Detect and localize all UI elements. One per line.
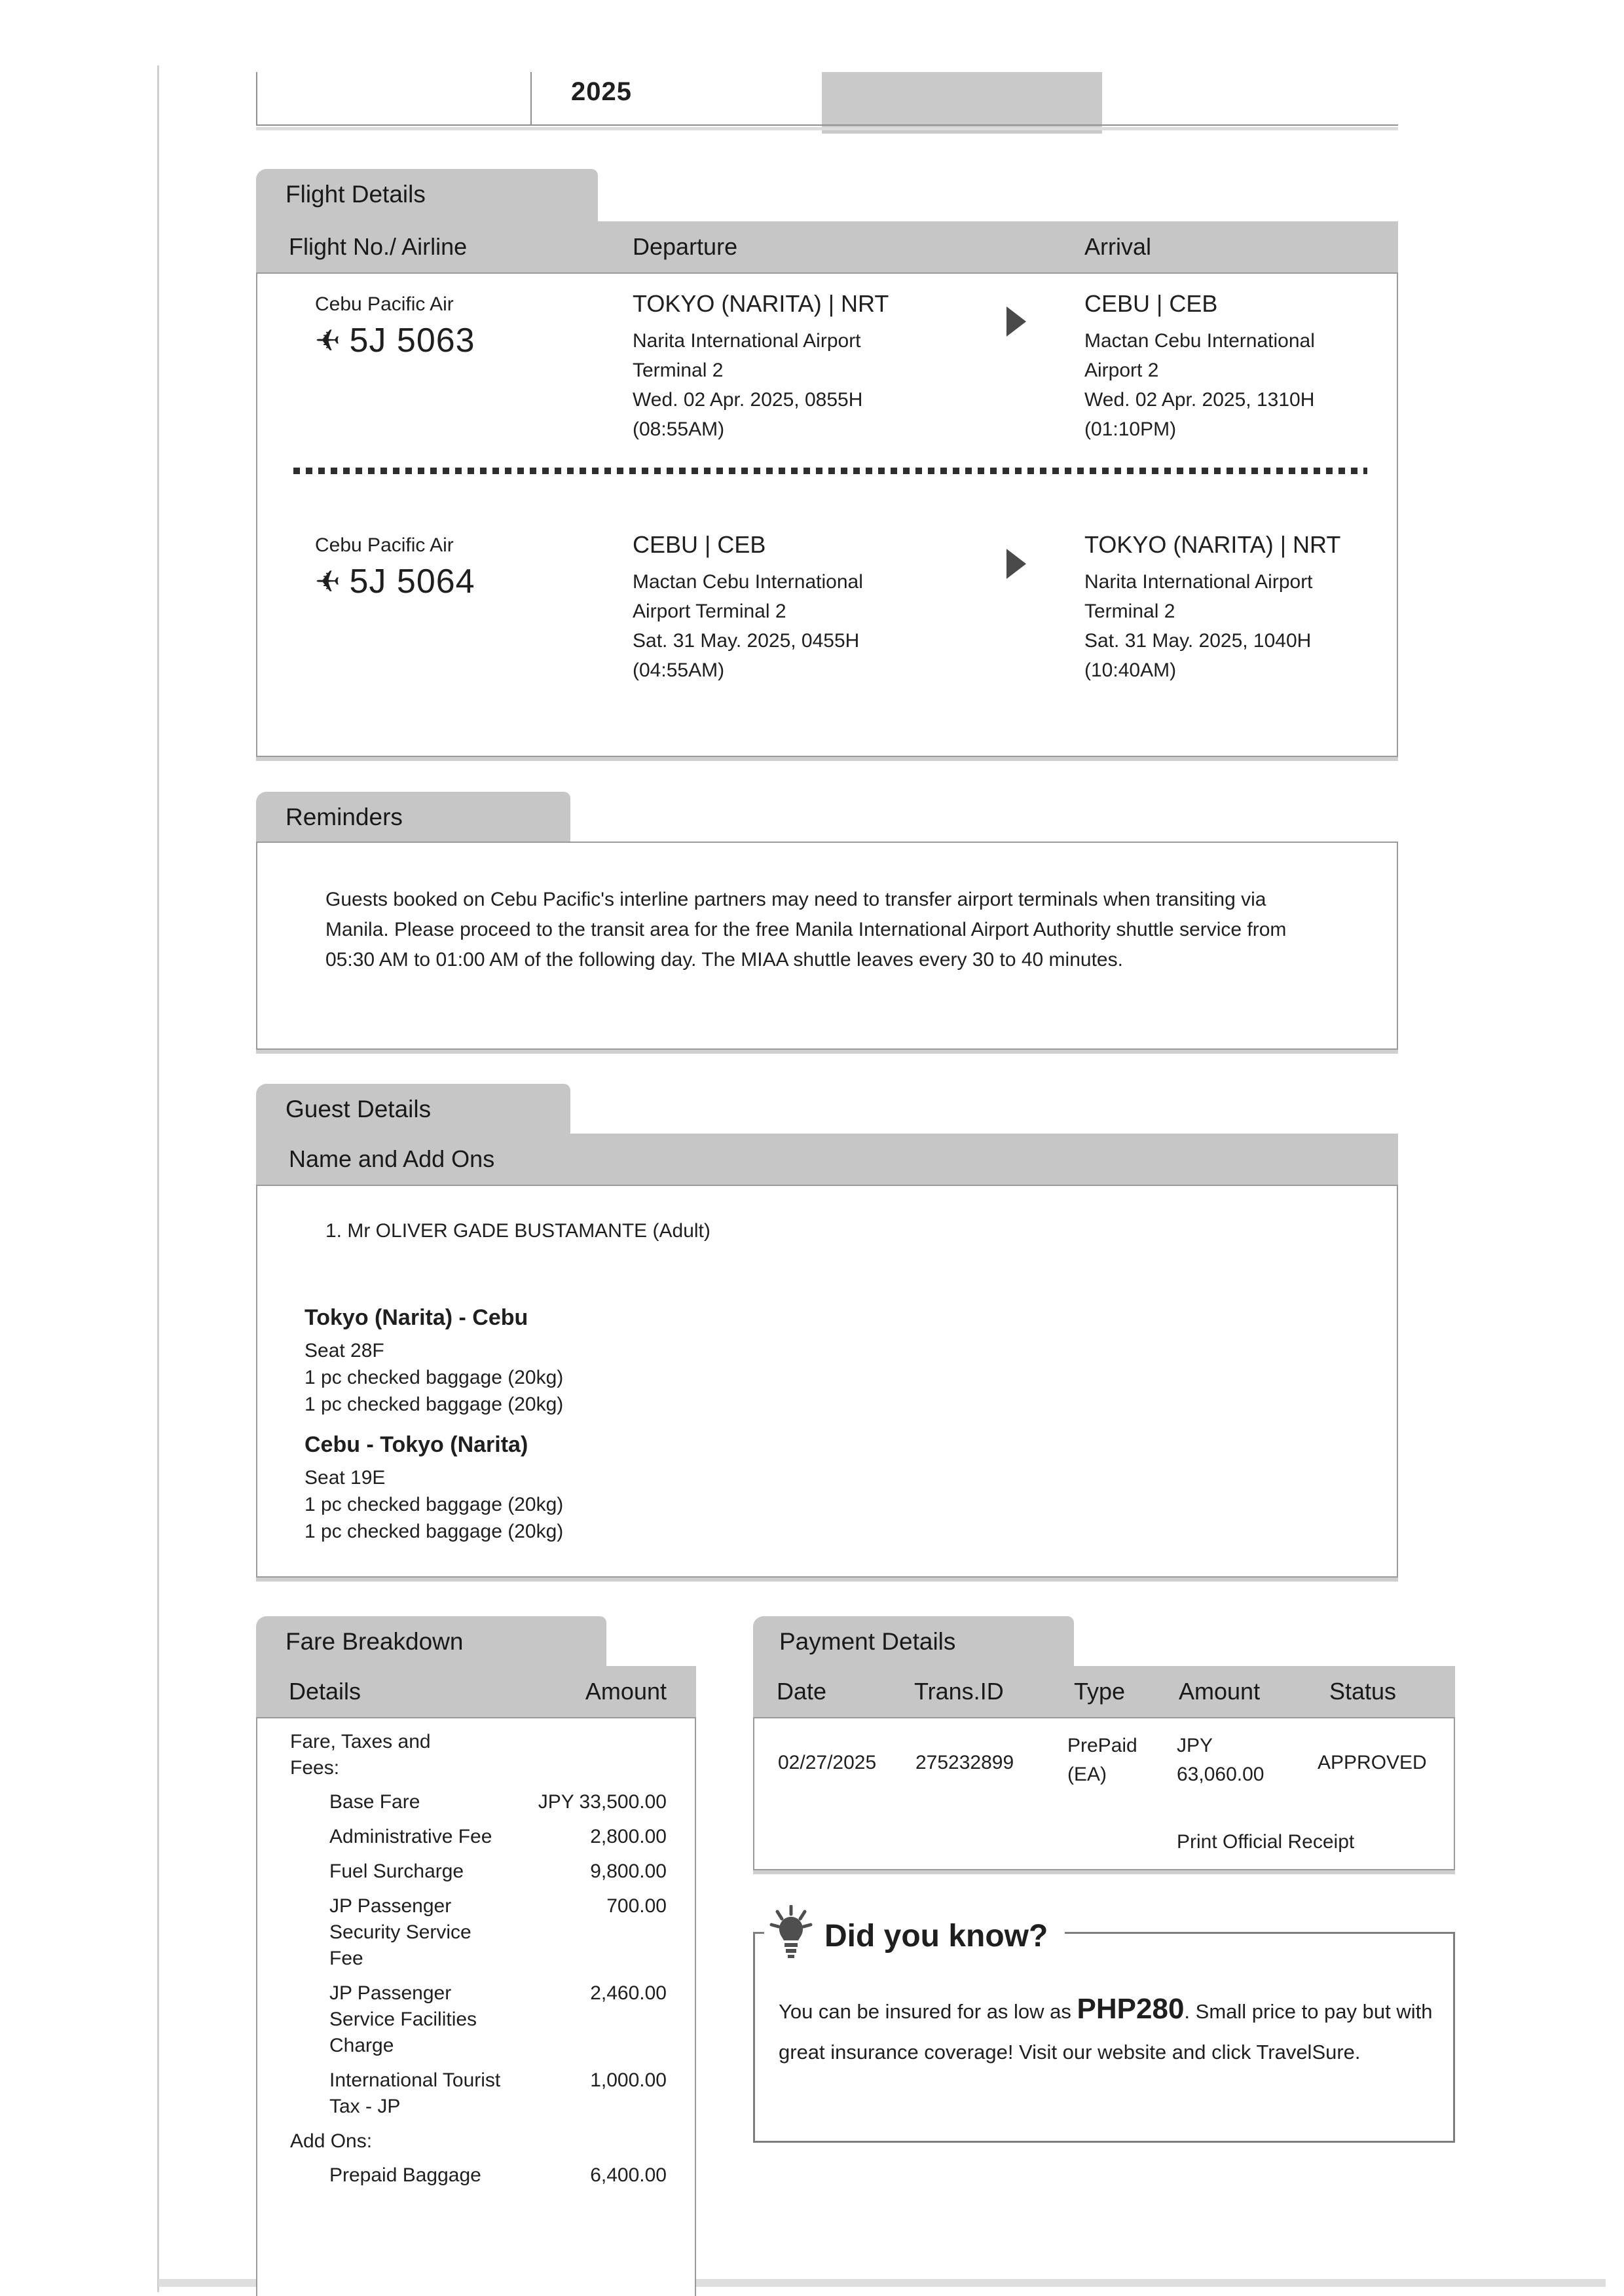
dotted-separator xyxy=(293,468,1367,474)
segment-item: 1 pc checked baggage (20kg) xyxy=(304,1394,564,1415)
col-date: Date xyxy=(777,1678,827,1705)
did-you-know-text xyxy=(779,1989,1437,2073)
arrival-line: Mactan Cebu International xyxy=(1084,330,1315,352)
did-you-know-title: Did you know? xyxy=(824,1919,1048,1953)
fare-row xyxy=(290,1980,667,2059)
table-shadow xyxy=(256,127,1398,130)
departure-line: Terminal 2 xyxy=(633,360,724,381)
airplane-icon: ✈ xyxy=(315,564,341,599)
did-you-know-legend xyxy=(764,1905,1065,1967)
lightbulb-icon xyxy=(769,1905,813,1967)
payment-details-tab xyxy=(753,1616,1074,1666)
arrival-line: (10:40AM) xyxy=(1084,659,1177,681)
segment-item: Seat 19E xyxy=(304,1467,386,1489)
departure-line: (08:55AM) xyxy=(633,418,725,440)
did-you-know-box xyxy=(753,1919,1455,2143)
arrival-city: TOKYO (NARITA) | NRT xyxy=(1084,531,1341,558)
col-flight-no-airline: Flight No./ Airline xyxy=(289,233,468,260)
departure-line: Narita International Airport xyxy=(633,330,861,352)
flight-number: 5J 5063 xyxy=(349,322,475,360)
guest-details-tab xyxy=(256,1084,570,1134)
fare-label: JP Passenger Security Service Fee xyxy=(329,1895,471,1969)
reminders-tab xyxy=(256,792,570,842)
fare-breakdown-tab xyxy=(256,1616,606,1666)
fare-row xyxy=(290,1789,667,1815)
col-status: Status xyxy=(1329,1678,1397,1705)
arrival-city: CEBU | CEB xyxy=(1084,290,1218,317)
departure-line: Wed. 02 Apr. 2025, 0855H xyxy=(633,389,863,411)
name-addons-bar xyxy=(256,1134,1398,1185)
fare-row xyxy=(290,1859,667,1885)
segment-item: 1 pc checked baggage (20kg) xyxy=(304,1521,564,1542)
arrival-cell xyxy=(1084,530,1346,685)
flight-number: 5J 5064 xyxy=(349,563,475,601)
fare-label: Prepaid Baggage xyxy=(329,2164,481,2186)
fare-group-heading: Add Ons: xyxy=(290,2130,373,2152)
flight-details-tab-label: Flight Details xyxy=(286,181,426,208)
segment-route: Tokyo (Narita) - Cebu xyxy=(304,1305,528,1330)
airplane-icon: ✈ xyxy=(315,323,341,358)
fare-group-heading: Fare, Taxes and Fees: xyxy=(290,1731,431,1779)
payment-table-header xyxy=(753,1666,1455,1717)
guest-details-tab-label: Guest Details xyxy=(286,1096,432,1122)
year-cell: 2025 xyxy=(571,77,632,106)
arrival-cell xyxy=(1084,289,1359,444)
flight-table-body xyxy=(256,272,1398,757)
table-border xyxy=(256,72,257,126)
payment-status: APPROVED xyxy=(1318,1752,1427,1773)
segment-item: 1 pc checked baggage (20kg) xyxy=(304,1494,564,1515)
insurance-text-before: You can be insured for as low as xyxy=(779,2000,1077,2023)
fare-breakdown-tab-label: Fare Breakdown xyxy=(286,1628,464,1655)
col-trans-id: Trans.ID xyxy=(914,1678,1004,1705)
arrow-right-icon xyxy=(1005,305,1027,338)
reminders-tab-label: Reminders xyxy=(286,804,403,830)
insurance-price: PHP280 xyxy=(1077,1993,1185,2025)
airline-name: Cebu Pacific Air xyxy=(315,534,454,556)
segment-item: Seat 28F xyxy=(304,1340,384,1361)
fare-amount: 2,800.00 xyxy=(590,1826,667,1847)
arrival-line: Terminal 2 xyxy=(1084,601,1175,622)
insurance-text-after: . Small price to pay but with great insurance coverage! Visit our website and click TravelSure. xyxy=(779,2000,1433,2064)
col-departure: Departure xyxy=(633,233,738,260)
arrival-line: Sat. 31 May. 2025, 1040H xyxy=(1084,630,1312,652)
flight-details-tab xyxy=(256,169,598,221)
fare-table-body xyxy=(256,1717,696,2296)
flight-table-header xyxy=(256,221,1398,272)
print-official-receipt-link[interactable]: Print Official Receipt xyxy=(1177,1831,1355,1853)
fare-row xyxy=(290,1824,667,1850)
page-left-edge xyxy=(157,65,159,2292)
departure-line: Mactan Cebu International xyxy=(633,571,863,593)
passenger-name: 1. Mr OLIVER GADE BUSTAMANTE (Adult) xyxy=(325,1220,710,1242)
arrival-line: Narita International Airport xyxy=(1084,571,1313,593)
segment-item: 1 pc checked baggage (20kg) xyxy=(304,1367,564,1388)
reminders-text: Guests booked on Cebu Pacific's interline partners may need to transfer airport terminals when transiting via Manila. Please proceed to the transit area for the free Manila International Airport Authority shuttle service from 05:30 AM to 01:00 AM of the following day. The MIAA shuttle leaves every 30 to 40 minutes. xyxy=(325,889,1287,971)
payment-table-body xyxy=(753,1717,1455,1870)
fare-amount: 700.00 xyxy=(606,1895,667,1917)
col-amount: Amount xyxy=(585,1678,667,1705)
arrival-line: Wed. 02 Apr. 2025, 1310H xyxy=(1084,389,1315,411)
fare-amount: 2,460.00 xyxy=(590,1982,667,2004)
table-border xyxy=(530,72,532,126)
segment-addons xyxy=(304,1305,563,1418)
fare-row xyxy=(290,1893,667,1972)
fare-row xyxy=(290,2162,667,2189)
reminders-panel xyxy=(256,842,1398,1050)
col-pay-amount: Amount xyxy=(1179,1678,1261,1705)
payment-details-tab-label: Payment Details xyxy=(779,1628,956,1655)
fare-amount: 9,800.00 xyxy=(590,1861,667,1882)
fare-row xyxy=(290,2067,667,2120)
fare-amount: JPY 33,500.00 xyxy=(538,1791,667,1813)
airline-name: Cebu Pacific Air xyxy=(315,293,454,315)
arrival-line: Airport 2 xyxy=(1084,360,1159,381)
guest-details-panel xyxy=(256,1185,1398,1578)
payment-date: 02/27/2025 xyxy=(778,1752,877,1773)
departure-cell xyxy=(633,289,914,444)
col-arrival: Arrival xyxy=(1084,233,1152,260)
fare-label: International Tourist Tax - JP xyxy=(329,2069,501,2117)
fare-amount: 1,000.00 xyxy=(590,2069,667,2091)
departure-line: (04:55AM) xyxy=(633,659,725,681)
departure-line: Sat. 31 May. 2025, 0455H xyxy=(633,630,860,652)
departure-city: TOKYO (NARITA) | NRT xyxy=(633,290,889,317)
arrow-right-icon xyxy=(1005,547,1027,580)
flight-row xyxy=(315,293,475,360)
fare-label: Administrative Fee xyxy=(329,1826,492,1847)
fare-label: JP Passenger Service Facilities Charge xyxy=(329,1982,477,2056)
fare-label: Fuel Surcharge xyxy=(329,1861,464,1882)
table-border xyxy=(256,124,1398,126)
segment-route: Cebu - Tokyo (Narita) xyxy=(304,1432,528,1457)
col-details: Details xyxy=(289,1678,361,1705)
departure-cell xyxy=(633,530,914,685)
departure-city: CEBU | CEB xyxy=(633,531,766,558)
name-addons-label: Name and Add Ons xyxy=(289,1145,495,1172)
segment-addons xyxy=(304,1432,563,1545)
payment-trans-id: 275232899 xyxy=(915,1752,1014,1773)
fare-table-header xyxy=(256,1666,696,1717)
arrival-line: (01:10PM) xyxy=(1084,418,1177,440)
flight-row xyxy=(315,534,475,601)
payment-amount: JPY 63,060.00 xyxy=(1177,1735,1264,1785)
departure-line: Airport Terminal 2 xyxy=(633,601,786,622)
col-type: Type xyxy=(1074,1678,1126,1705)
payment-type: PrePaid (EA) xyxy=(1067,1735,1137,1785)
fare-label: Base Fare xyxy=(329,1791,420,1813)
fare-amount: 6,400.00 xyxy=(590,2164,667,2186)
